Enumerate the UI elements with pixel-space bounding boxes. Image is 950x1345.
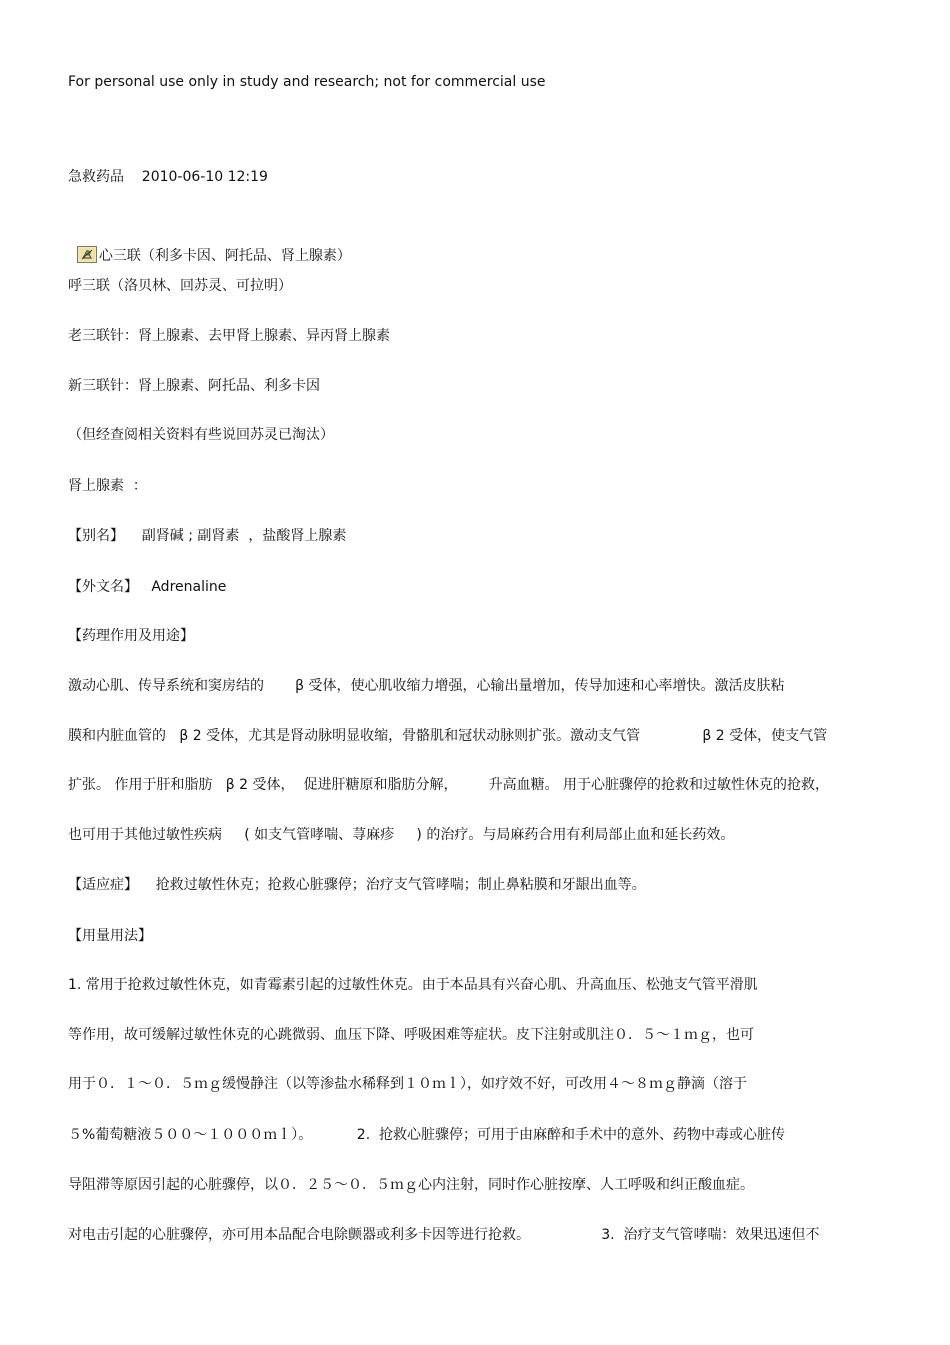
text-line: 肾上腺素 ： xyxy=(68,478,147,494)
text-line: 膜和内脏血管的 β 2 受体，尤其是肾动脉明显收缩，骨骼肌和冠状动脉则扩张。激动支气管 β 2 受体，使支气管 xyxy=(68,728,828,744)
document-image-icon xyxy=(77,246,97,263)
text-line: 【外文名】 Adrenaline xyxy=(68,579,227,595)
text-line: 【别名】 副肾碱 ; 副肾素 ，盐酸肾上腺素 xyxy=(68,528,347,544)
text-line: 扩张。 作用于肝和脂肪 β 2 受体， 促进肝糖原和脂肪分解， 升高血糖。 用于心脏骤停的抢救和过敏性休克的抢救， xyxy=(68,777,830,793)
text-line: 【药理作用及用途】 xyxy=(68,628,194,644)
text-line: 【适应症】 抢救过敏性休克；抢救心脏骤停；治疗支气管哮喘；制止鼻粘膜和牙龈出血等。 xyxy=(68,877,646,893)
text-line: 对电击引起的心脏骤停，亦可用本品配合电除颤器或利多卡因等进行抢救。 3. 治疗支气管哮喘：效果迅速但不 xyxy=(68,1227,820,1243)
text-line: 呼三联（洛贝林、回苏灵、可拉明） xyxy=(68,278,292,294)
text-line: 老三联针：肾上腺素、去甲肾上腺素、异丙肾上腺素 xyxy=(68,328,390,344)
post-header: 急救药品 2010-06-10 12:19 xyxy=(68,169,268,185)
text-line: 导阻滞等原因引起的心脏骤停，以０．２５～０．５ｍｇ心内注射，同时作心脏按摩、人工呼吸和纠正酸血症。 xyxy=(68,1177,754,1193)
disclaimer-text: For personal use only in study and research; not for commercial use xyxy=(68,74,546,90)
text-line: 1. 常用于抢救过敏性休克，如青霉素引起的过敏性休克。由于本品具有兴奋心肌、升高血压、松弛支气管平滑肌 xyxy=(68,977,758,993)
text-line: 也可用于其他过敏性疾病 ( 如支气管哮喘、荨麻疹 ) 的治疗。与局麻药合用有利局部止血和延长药效。 xyxy=(68,827,735,843)
text-line: 等作用，故可缓解过敏性休克的心跳微弱、血压下降、呼吸困难等症状。皮下注射或肌注０．５～１ｍｇ，也可 xyxy=(68,1027,754,1043)
text-line: 用于０．１～０．５ｍｇ缓慢静注（以等渗盐水稀释到１０ｍｌ），如疗效不好，可改用４～８ｍｇ静滴（溶于 xyxy=(68,1076,747,1092)
text-line: ５%葡萄糖液５００～１０００ｍｌ）。 2. 抢救心脏骤停；可用于由麻醉和手术中的意外、药物中毒或心脏传 xyxy=(68,1127,786,1143)
text-line: 激动心肌、传导系统和窦房结的 β 受体，使心肌收缩力增强，心输出量增加，传导加速和心率增快。激活皮肤粘 xyxy=(68,678,785,694)
text-line: 【用量用法】 xyxy=(68,928,152,944)
text-line xyxy=(68,228,351,265)
text-line: 新三联针：肾上腺素、阿托品、利多卡因 xyxy=(68,378,320,394)
line-text: 心三联（利多卡因、阿托品、肾上腺素） xyxy=(98,248,351,264)
text-line: （但经查阅相关资料有些说回苏灵已淘汰） xyxy=(68,427,334,443)
